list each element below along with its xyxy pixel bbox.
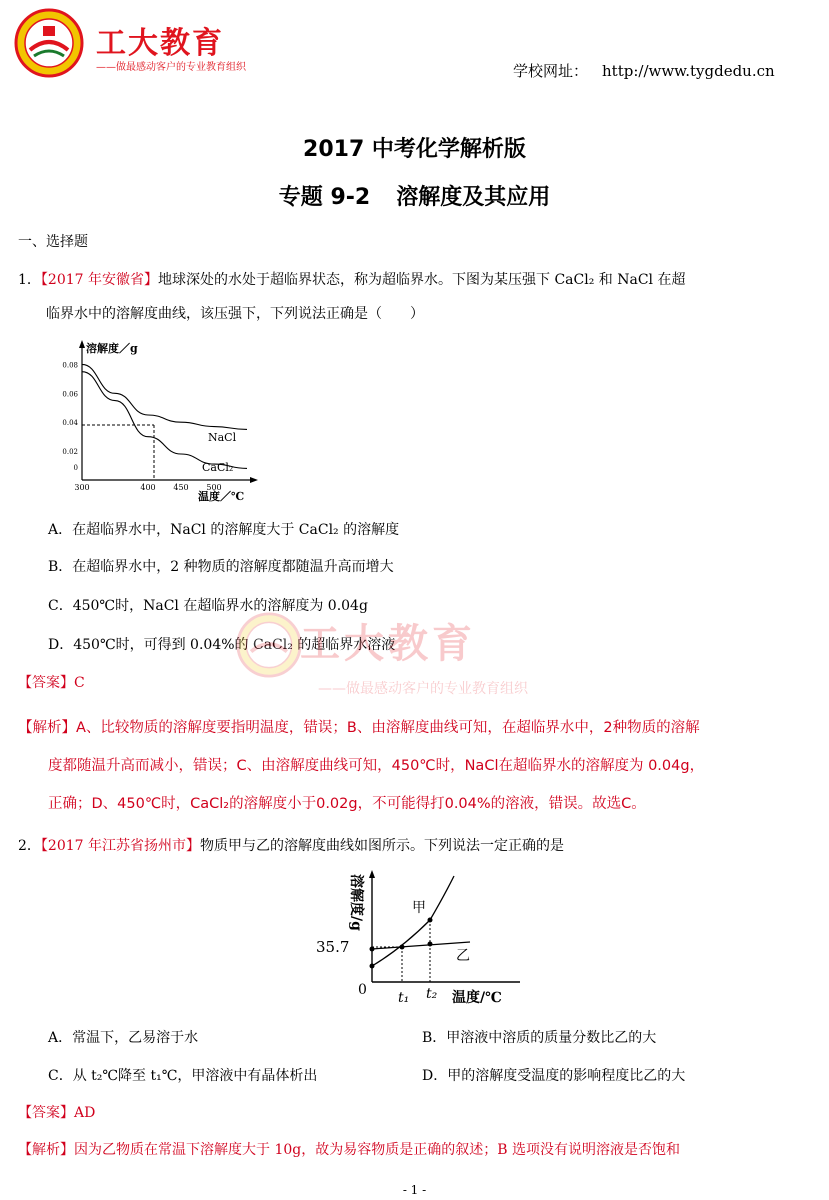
chart1-xlabel: 温度／℃ bbox=[198, 490, 245, 503]
page-number: - 1 - bbox=[402, 1183, 427, 1197]
chart2-point-jia-start bbox=[370, 964, 375, 969]
q1-option-b[interactable]: B．在超临界水中，2 种物质的溶解度都随温升高而增大 bbox=[48, 559, 394, 575]
watermark-slogan: ——做最感动客户的专业教育组织 bbox=[318, 681, 528, 697]
chart2-origin: 0 bbox=[358, 982, 367, 998]
topic-number: 专题 9-2 bbox=[278, 185, 371, 210]
chart2-point-t1 bbox=[400, 945, 405, 950]
chart1-xtick-label: 400 bbox=[140, 483, 156, 492]
site-label: 学校网址： bbox=[513, 62, 589, 80]
q2-option-c[interactable]: C．从 t₂℃降至 t₁℃，甲溶液中有晶体析出 bbox=[48, 1068, 318, 1084]
q1-analysis-line1: 【解析】A、比较物质的溶解度要指明温度，错误；B、由溶解度曲线可知，在超临界水中，2种物质的溶解 bbox=[18, 720, 700, 736]
q1-number: 1． bbox=[18, 272, 41, 288]
chart2-point-t2-jia bbox=[428, 918, 433, 923]
topic-name: 溶解度及其应用 bbox=[396, 185, 551, 210]
q2-stem bbox=[18, 836, 564, 856]
chart1-label-cacl2: CaCl₂ bbox=[202, 461, 234, 474]
doc-title: 2017 中考化学解析版 bbox=[303, 137, 526, 162]
q1-answer-value: C bbox=[74, 675, 85, 691]
section-heading: 一、选择题 bbox=[18, 234, 88, 250]
q2-option-b[interactable]: B．甲溶液中溶质的质量分数比乙的大 bbox=[422, 1030, 657, 1046]
q2-answer bbox=[18, 1103, 95, 1123]
q1-option-d[interactable]: D．450℃时，可得到 0.04%的 CaCl₂ 的超临界水溶液 bbox=[48, 637, 396, 653]
q2-answer-value: AD bbox=[74, 1105, 96, 1121]
q1-text-line2: 临界水中的溶解度曲线，该压强下，下列说法正确是（ ） bbox=[46, 306, 424, 322]
q2-number: 2． bbox=[18, 838, 41, 854]
chart1-series-cacl2-line bbox=[82, 372, 247, 469]
chart2-y-value: 35.7 bbox=[316, 938, 350, 956]
q2-option-a[interactable]: A．常温下，乙易溶于水 bbox=[48, 1030, 199, 1046]
chart2-t2: t₂ bbox=[426, 986, 438, 1002]
q1-option-a[interactable]: A．在超临界水中，NaCl 的溶解度大于 CaCl₂ 的溶解度 bbox=[48, 522, 400, 538]
q1-text-line1: 地球深处的水处于超临界状态，称为超临界水。下图为某压强下 CaCl₂ 和 NaCl 在超 bbox=[158, 272, 686, 288]
q1-option-c[interactable]: C．450℃时，NaCl 在超临界水的溶解度为 0.04g bbox=[48, 598, 368, 614]
chart2-ylabel: 溶解度/g bbox=[348, 874, 364, 931]
chart1-ytick-label: 0.04 bbox=[62, 419, 78, 428]
q1-analysis-line3: 正确；D、450℃时，CaCl₂的溶解度小于0.02g，不可能得打0.04%的溶液，错误。故选C。 bbox=[48, 796, 646, 812]
chart2-t1: t₁ bbox=[398, 990, 410, 1006]
logo-seal-icon bbox=[14, 8, 84, 78]
chart1-ylabel: 溶解度／g bbox=[86, 342, 138, 355]
chart2-point-t2-yi bbox=[428, 942, 433, 947]
chart1-label-nacl: NaCl bbox=[208, 431, 237, 444]
q2-text: 物质甲与乙的溶解度曲线如图所示。下列说法一定正确的是 bbox=[200, 838, 565, 854]
q2-source: 【2017 年江苏省扬州市】 bbox=[40, 838, 201, 854]
chart1-ytick-label: 0.02 bbox=[62, 448, 78, 457]
q1-answer-label: 【答案】 bbox=[18, 675, 74, 691]
chart2-label-jia: 甲 bbox=[412, 900, 426, 916]
chart1-y-arrow bbox=[79, 340, 85, 348]
q2-analysis bbox=[18, 1140, 680, 1160]
q2-answer-label: 【答案】 bbox=[18, 1105, 74, 1121]
brand-name: 工大教育 bbox=[96, 26, 224, 61]
q1-analysis-line2: 度都随温升高而减小，错误；C、由溶解度曲线可知，450℃时，NaCl在超临界水的溶解度为 0.04g， bbox=[48, 758, 705, 774]
q1-answer bbox=[18, 673, 85, 693]
chart2-point-yi-start bbox=[370, 947, 375, 952]
site-url[interactable]: http://www.tygdedu.cn bbox=[602, 62, 775, 80]
chart2-series-jia-line bbox=[372, 876, 454, 966]
chart1-ytick-label: 0.08 bbox=[62, 361, 78, 370]
chart2-label-yi: 乙 bbox=[456, 948, 470, 964]
watermark-seal-icon bbox=[236, 612, 302, 678]
doc-subtitle bbox=[0, 180, 829, 211]
chart1-xtick-label: 450 bbox=[173, 483, 189, 492]
q2-analysis-text: 【解析】因为乙物质在常温下溶解度大于 10g，故为易容物质是正确的叙述；B 选项没有说明溶液是否饱和 bbox=[18, 1142, 680, 1158]
site-info bbox=[513, 60, 775, 81]
q1-solubility-chart bbox=[62, 338, 262, 508]
q2-option-d[interactable]: D．甲的溶解度受温度的影响程度比乙的大 bbox=[422, 1068, 686, 1084]
brand-slogan: ——做最感动客户的专业教育组织 bbox=[96, 62, 246, 73]
chart1-ytick-label: 0.06 bbox=[62, 390, 78, 399]
chart1-x-arrow bbox=[250, 477, 258, 483]
chart1-ytick-label: 0 bbox=[73, 464, 78, 472]
q2-solubility-chart bbox=[302, 866, 524, 1014]
chart1-xtick-label: 500 bbox=[206, 483, 222, 492]
chart2-y-arrow bbox=[369, 870, 375, 878]
q1-stem bbox=[18, 270, 685, 290]
chart1-xtick-label: 300 bbox=[74, 483, 90, 492]
q1-source: 【2017 年安徽省】 bbox=[40, 272, 159, 288]
chart2-xlabel: 温度/℃ bbox=[452, 990, 502, 1006]
watermark-brand: 工大教育 bbox=[300, 621, 476, 667]
